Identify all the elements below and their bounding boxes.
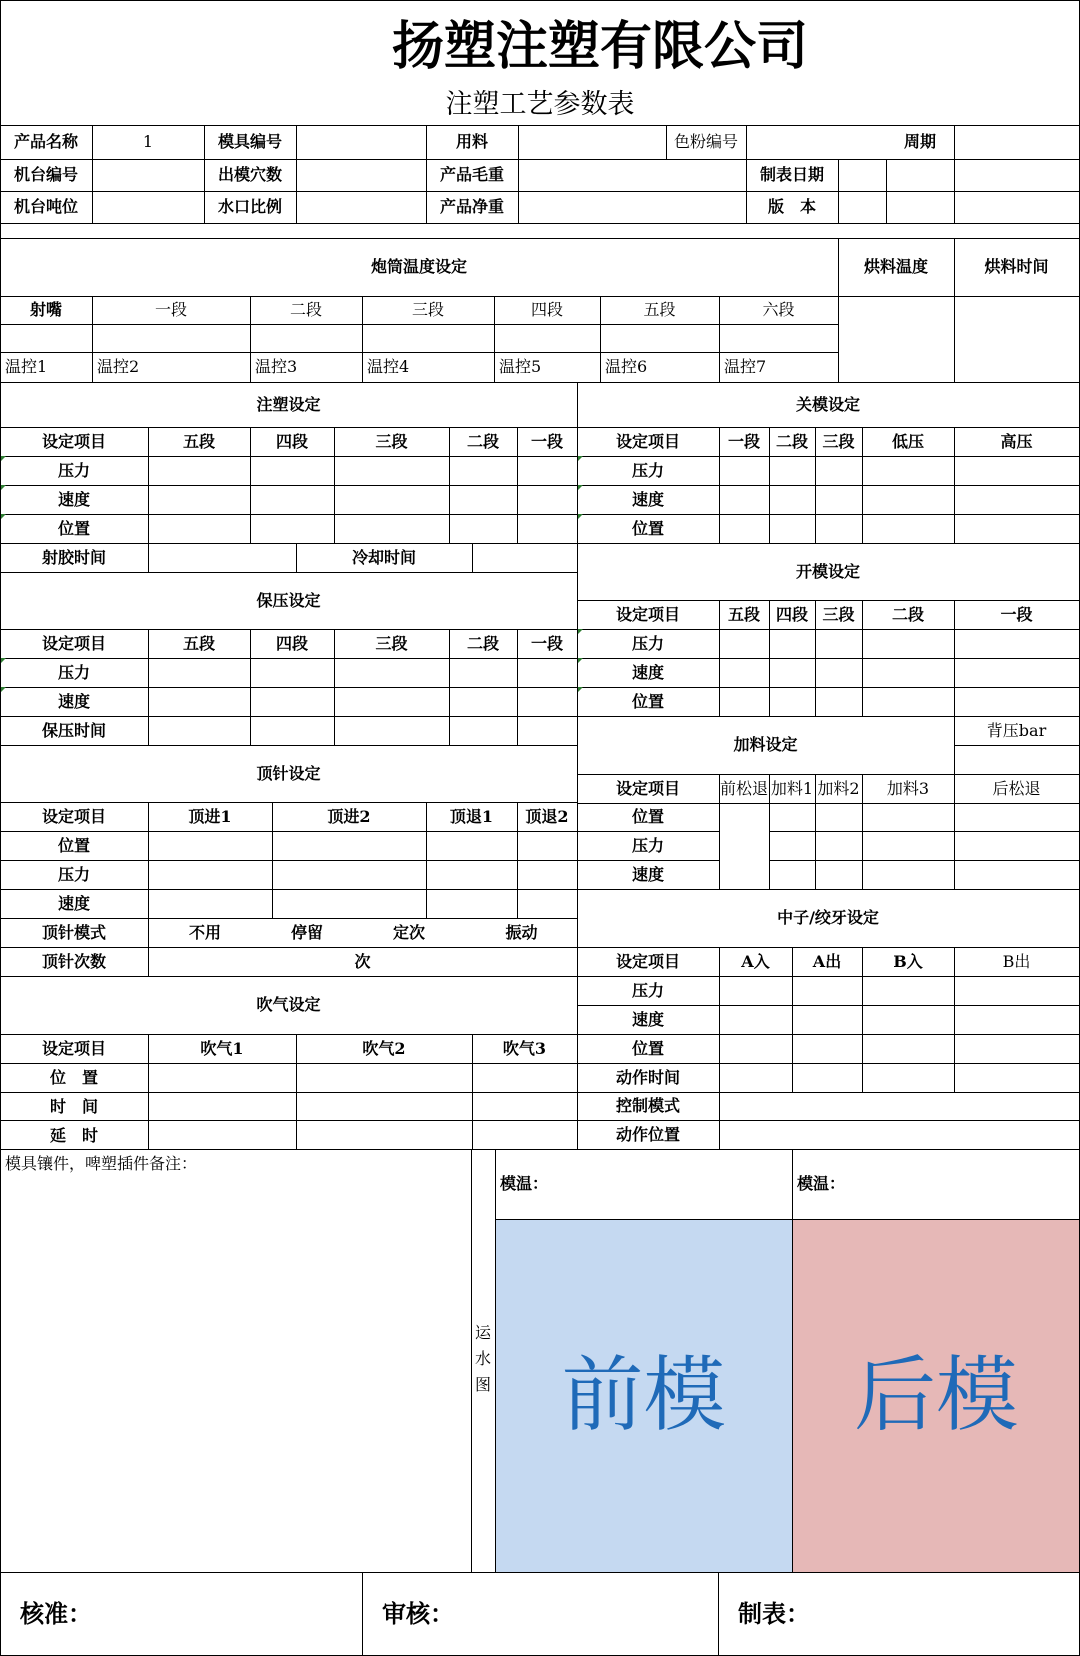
holding-title: 保压设定 bbox=[256, 590, 321, 610]
open-header: 二段 bbox=[891, 604, 924, 624]
holding-header: 三段 bbox=[375, 633, 408, 653]
ejector-header: 设定项目 bbox=[41, 806, 106, 826]
blow-header: 吹气1 bbox=[200, 1038, 244, 1058]
grid-line bbox=[0, 223, 1080, 224]
temp-control-label: 温控2 bbox=[97, 357, 140, 376]
back-pressure-label: 背压bar bbox=[986, 720, 1047, 740]
blow-header: 吹气2 bbox=[362, 1038, 406, 1058]
temp-control-label: 温控1 bbox=[5, 357, 48, 376]
cell-marker bbox=[578, 456, 583, 461]
cell-marker bbox=[1, 514, 6, 519]
temp-control-label: 温控6 bbox=[605, 357, 648, 376]
holding-row-label: 压力 bbox=[57, 662, 90, 682]
injection-title: 注塑设定 bbox=[256, 394, 321, 414]
cavities-label: 出模穴数 bbox=[217, 165, 282, 184]
injection-row-label: 位置 bbox=[57, 518, 90, 538]
ejector-mode-label: 顶针模式 bbox=[41, 922, 106, 942]
ejector-row-label: 速度 bbox=[57, 893, 90, 913]
blow-title: 吹气设定 bbox=[256, 995, 321, 1014]
gross-weight-label: 产品毛重 bbox=[439, 165, 504, 184]
ejector-header: 顶退2 bbox=[525, 806, 569, 826]
holding-row-label: 速度 bbox=[57, 691, 90, 711]
injection-header: 五段 bbox=[182, 431, 215, 451]
injection-row-label: 速度 bbox=[57, 489, 90, 509]
clamp-row-label: 压力 bbox=[631, 460, 664, 480]
clamp-header: 二段 bbox=[775, 431, 808, 451]
holding-header: 设定项目 bbox=[41, 633, 106, 653]
product-name-label: 产品名称 bbox=[13, 132, 78, 151]
grid-line bbox=[92, 191, 93, 224]
temp-control-label: 温控7 bbox=[724, 357, 767, 376]
holding-row-label: 保压时间 bbox=[41, 720, 106, 740]
core-header: A入 bbox=[741, 951, 770, 971]
clamp-row-label: 位置 bbox=[631, 518, 664, 538]
barrel-title: 炮筒温度设定 bbox=[370, 257, 467, 276]
grid-line bbox=[719, 1092, 720, 1150]
blow-row-label: 时 间 bbox=[49, 1096, 98, 1116]
feed-row-label: 位置 bbox=[631, 807, 664, 826]
notes-label: 模具镶件，啤塑插件备注： bbox=[5, 1154, 198, 1173]
product-name-value: 1 bbox=[142, 132, 154, 151]
core-row-label: 位置 bbox=[631, 1038, 664, 1058]
core-header: A出 bbox=[812, 951, 842, 971]
barrel-zone-header: 五段 bbox=[643, 300, 676, 319]
sheet-subtitle: 注塑工艺参数表 bbox=[445, 88, 635, 120]
ejector-header: 顶退1 bbox=[449, 806, 494, 826]
grid-line bbox=[518, 125, 519, 160]
feed-row-label: 压力 bbox=[631, 836, 664, 855]
grid-line bbox=[769, 831, 1080, 832]
material-label: 用料 bbox=[455, 132, 488, 151]
grid-line bbox=[838, 159, 839, 224]
blow-row-label: 位 置 bbox=[49, 1067, 98, 1087]
mold-temp-front-label: 模温： bbox=[500, 1174, 549, 1193]
injection-header: 一段 bbox=[530, 431, 563, 451]
core-header: B入 bbox=[893, 951, 923, 971]
grid-line bbox=[0, 191, 1080, 192]
core-header: B出 bbox=[1002, 951, 1031, 971]
grid-line bbox=[472, 543, 473, 573]
open-header: 三段 bbox=[822, 604, 855, 624]
injection-header: 设定项目 bbox=[41, 431, 106, 451]
grid-line bbox=[148, 543, 149, 573]
grid-line bbox=[954, 745, 1080, 746]
clamp-header: 三段 bbox=[822, 431, 855, 451]
gate-ratio-label: 水口比例 bbox=[217, 197, 282, 216]
barrel-zone-header: 四段 bbox=[530, 300, 563, 319]
water-diagram-label: 图 bbox=[474, 1375, 491, 1394]
grid-line bbox=[296, 159, 297, 192]
ejector-count-unit: 次 bbox=[354, 951, 371, 971]
open-row-label: 压力 bbox=[631, 633, 664, 653]
feed-header: 前松退 bbox=[719, 778, 768, 798]
clamp-header: 设定项目 bbox=[615, 431, 680, 451]
ejector-header: 顶进2 bbox=[327, 806, 371, 826]
grid-line bbox=[296, 125, 297, 160]
feed-header: 加料1 bbox=[770, 778, 814, 798]
open-row-label: 位置 bbox=[631, 691, 664, 711]
holding-header: 四段 bbox=[275, 633, 308, 653]
control-mode-label: 控制模式 bbox=[615, 1096, 680, 1115]
blow-row-label: 延 时 bbox=[49, 1125, 98, 1145]
grid-line bbox=[954, 125, 955, 160]
tonnage-label: 机台吨位 bbox=[13, 197, 78, 216]
machine-no-label: 机台编号 bbox=[13, 165, 78, 184]
grid-line bbox=[954, 191, 955, 224]
holding-header: 二段 bbox=[466, 633, 499, 653]
open-header: 五段 bbox=[727, 604, 760, 624]
action-position-label: 动作位置 bbox=[615, 1124, 680, 1144]
cell-marker bbox=[578, 658, 583, 663]
grid-line bbox=[0, 324, 839, 325]
prepare-label: 制表： bbox=[738, 1599, 810, 1628]
cell-marker bbox=[578, 485, 583, 490]
clamp-title: 关模设定 bbox=[795, 394, 860, 414]
ejector-mode-option: 停留 bbox=[290, 922, 323, 942]
grid-line bbox=[746, 125, 747, 160]
grid-line bbox=[92, 159, 93, 192]
open-header: 设定项目 bbox=[615, 604, 680, 624]
cell-marker bbox=[1, 485, 6, 490]
core-row-label: 动作时间 bbox=[615, 1067, 680, 1087]
barrel-zone-header: 一段 bbox=[154, 300, 187, 319]
cell-marker bbox=[578, 687, 583, 692]
injection-header: 三段 bbox=[375, 431, 408, 451]
core-row-label: 速度 bbox=[631, 1009, 664, 1029]
company-title: 扬塑注塑有限公司 bbox=[391, 16, 808, 77]
grid-line bbox=[954, 159, 955, 192]
drying-time-label: 烘料时间 bbox=[984, 257, 1049, 276]
ejector-title: 顶针设定 bbox=[256, 763, 321, 783]
cell-marker bbox=[1, 456, 6, 461]
cell-marker bbox=[578, 629, 583, 634]
blow-header: 设定项目 bbox=[41, 1038, 106, 1058]
feed-header: 加料2 bbox=[817, 778, 860, 798]
cell-marker bbox=[1, 658, 6, 663]
ejector-row-label: 位置 bbox=[57, 835, 90, 855]
cell-marker bbox=[578, 514, 583, 519]
feed-row-label: 速度 bbox=[631, 865, 664, 884]
clamp-header: 一段 bbox=[727, 431, 760, 451]
version-label: 版 本 bbox=[767, 197, 816, 216]
ejector-mode-option: 定次 bbox=[392, 922, 425, 942]
core-header: 设定项目 bbox=[615, 951, 680, 971]
grid-line bbox=[518, 191, 519, 224]
feed-header: 设定项目 bbox=[615, 778, 680, 798]
grid-line bbox=[838, 296, 1080, 297]
injection-header: 四段 bbox=[275, 431, 308, 451]
ejector-count-label: 顶针次数 bbox=[41, 951, 106, 971]
temp-control-label: 温控5 bbox=[499, 357, 542, 376]
clamp-row-label: 速度 bbox=[631, 489, 664, 509]
holding-header: 五段 bbox=[182, 633, 215, 653]
mold-no-label: 模具编号 bbox=[217, 132, 282, 151]
barrel-zone-header: 射嘴 bbox=[29, 300, 62, 319]
cool-time-label: 冷却时间 bbox=[351, 547, 416, 567]
grid-line bbox=[886, 191, 887, 224]
grid-line bbox=[0, 0, 1080, 1]
ejector-mode-option: 振动 bbox=[505, 922, 538, 942]
barrel-zone-header: 三段 bbox=[411, 300, 444, 319]
ejector-header: 顶进1 bbox=[188, 806, 232, 826]
clamp-header: 低压 bbox=[891, 431, 924, 451]
clamp-header: 高压 bbox=[1000, 431, 1033, 451]
open-header: 一段 bbox=[1000, 604, 1033, 624]
temp-control-label: 温控4 bbox=[367, 357, 410, 376]
grid-line bbox=[518, 159, 519, 192]
review-label: 审核： bbox=[382, 1599, 454, 1628]
grid-line bbox=[0, 159, 1080, 160]
color-no-label: 色粉编号 bbox=[673, 132, 738, 151]
open-title: 开模设定 bbox=[795, 561, 860, 581]
shot-time-label: 射胶时间 bbox=[41, 547, 106, 567]
grid-line bbox=[769, 860, 1080, 861]
feed-title: 加料设定 bbox=[733, 735, 798, 754]
date-label: 制表日期 bbox=[759, 165, 824, 184]
barrel-zone-header: 二段 bbox=[289, 300, 322, 319]
ejector-mode-option: 不用 bbox=[188, 922, 221, 942]
approve-label: 核准： bbox=[20, 1599, 92, 1628]
blow-header: 吹气3 bbox=[502, 1038, 547, 1058]
holding-header: 一段 bbox=[530, 633, 563, 653]
core-row-label: 压力 bbox=[631, 980, 664, 1000]
grid-line bbox=[886, 159, 887, 192]
injection-header: 二段 bbox=[466, 431, 499, 451]
injection-row-label: 压力 bbox=[57, 460, 90, 480]
open-row-label: 速度 bbox=[631, 662, 664, 682]
temp-control-label: 温控3 bbox=[255, 357, 298, 376]
open-header: 四段 bbox=[775, 604, 808, 624]
drying-temp-label: 烘料温度 bbox=[863, 257, 928, 276]
back-mold-label: 后模 bbox=[853, 1347, 1018, 1443]
water-diagram-label: 运 bbox=[474, 1323, 491, 1342]
cell-marker bbox=[1, 687, 6, 692]
net-weight-label: 产品净重 bbox=[439, 197, 504, 216]
front-mold-label: 前模 bbox=[561, 1347, 726, 1443]
mold-temp-back-label: 模温： bbox=[797, 1174, 846, 1193]
barrel-zone-header: 六段 bbox=[762, 300, 795, 319]
ejector-row-label: 压力 bbox=[57, 864, 90, 884]
core-title: 中子/绞牙设定 bbox=[777, 908, 879, 927]
grid-line bbox=[296, 191, 297, 224]
feed-header: 加料3 bbox=[886, 778, 930, 798]
water-diagram-label: 水 bbox=[474, 1349, 491, 1368]
feed-header: 后松退 bbox=[992, 778, 1041, 798]
cycle-label: 周期 bbox=[903, 132, 936, 151]
